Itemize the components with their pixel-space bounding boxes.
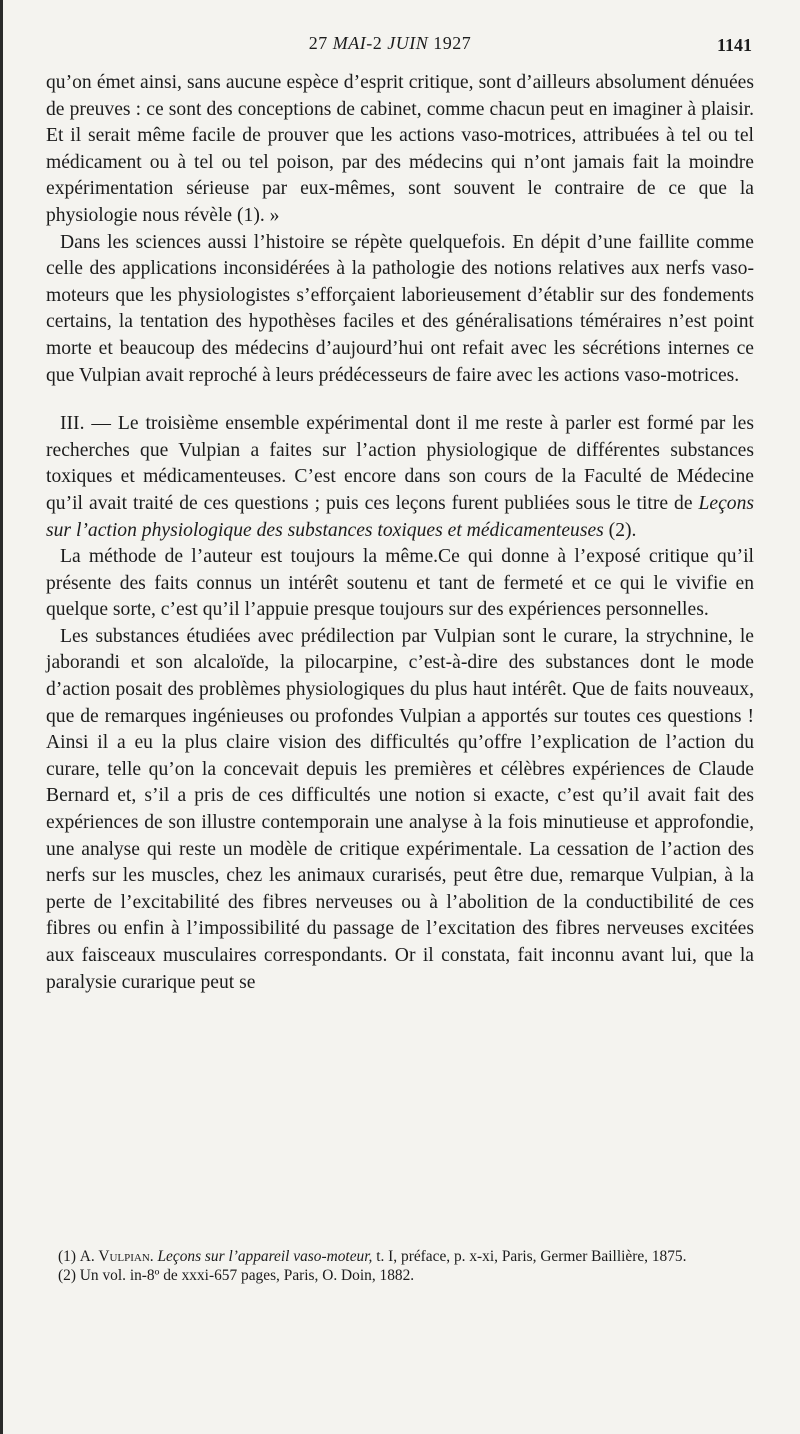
book-title: Leçons sur l’action physiologique des substances toxiques et médicamenteuses [46, 492, 754, 541]
footnote-1: (1) A. Vulpian. Leçons sur l’appareil vaso-moteur, t. I, préface, p. x-xi, Paris, Germer Baillière, 1875. [58, 1248, 687, 1265]
running-head [0, 33, 800, 59]
page-number: 1141 [716, 35, 752, 55]
issue-date: 27 MAI-2 JUIN 1927 [308, 33, 472, 53]
paragraph-2: Dans les sciences aussi l’histoire se répète quelquefois. En dépit d’une faillite comme celle des applications inconsidérées à la pathologie des notions relatives aux nerfs vaso-moteurs que les physiologistes s’efforçaient laborieusement d’établir sur des fondements certains, la tentation des hypothèses faciles et des généralisations téméraires n’est point morte et beaucoup des médecins d’aujourd’hui ont refait avec les sécrétions internes ce que Vulpian avait reproché à leurs prédécesseurs de faire avec les actions vaso-motrices. [46, 231, 754, 386]
footnotes [46, 1248, 754, 1285]
page-edge-shadow [0, 0, 3, 1434]
paragraph-1: qu’on émet ainsi, sans aucune espèce d’esprit critique, sont d’ailleurs absolument dénuées de preuves : ce sont des conceptions de cabinet, comme chacun peut en imaginer à plaisir. Et il serait même facile de prouver que les actions vaso-motrices, attribuées à tel ou tel médicament ou à tel ou tel poison, par des médecins qui n’ont jamais fait la moindre expérimentation sérieuse par eux-mêmes, sont souvent le contraire de ce que la physiologie nous révèle (1). » [46, 72, 754, 226]
footnote-2: (2) Un vol. in-8º de xxxi-657 pages, Paris, O. Doin, 1882. [58, 1266, 415, 1284]
paragraph-4: La méthode de l’auteur est toujours la même.Ce qui donne à l’exposé critique qu’il présente des faits connus un intérêt soutenu et tant de fermeté et ce qui le vivifie en quelque sorte, c’est qu’il l’appuie presque toujours sur des expériences personnelles. [46, 546, 754, 621]
paragraph-3: III. — Le troisième ensemble expérimental dont il me reste à parler est formé par les recherches que Vulpian a faites sur l’action physiologique de différentes substances toxiques et médicamenteuses. C’est encore dans son cours de la Faculté de Médecine qu’il avait traité de ces questions ; puis ces leçons furent publiées sous le titre de Leçons sur l’action physiologique des substances toxiques et médicamenteuses (2). [46, 413, 754, 541]
main-text [46, 70, 754, 996]
paragraph-5: Les substances étudiées avec prédilection par Vulpian sont le curare, la strychnine, le jaborandi et son alcaloïde, la pilocarpine, c’est-à-dire des substances dont le mode d’action posait des problèmes physiologiques du plus haut intérêt. Que de faits nouveaux, que de remarques ingénieuses ou profondes Vulpian a apportés sur toutes ces questions ! Ainsi il a eu la plus claire vision des difficultés qu’offre l’explication de l’action du curare, telle qu’on la concevait depuis les premières et célèbres expériences de Claude Bernard et, s’il a pris de ces difficultés une notion si exacte, c’est qu’il avait fait des expériences de son illustre contemporain une analyse à la fois minutieuse et approfondie, une analyse qui reste un modèle de critique expérimentale. La cessation de l’action des nerfs sur les muscles, chez les animaux curarisés, peut être due, remarque Vulpian, à la perte de l’excitabilité des fibres nerveuses ou à l’abolition de la conductibilité de ces fibres ou enfin à l’impossibilité du passage de l’excitation des fibres nerveuses excitées aux faisceaux musculaires correspondants. Or il constata, fait inconnu avant lui, que la paralysie curarique peut se [46, 625, 754, 993]
